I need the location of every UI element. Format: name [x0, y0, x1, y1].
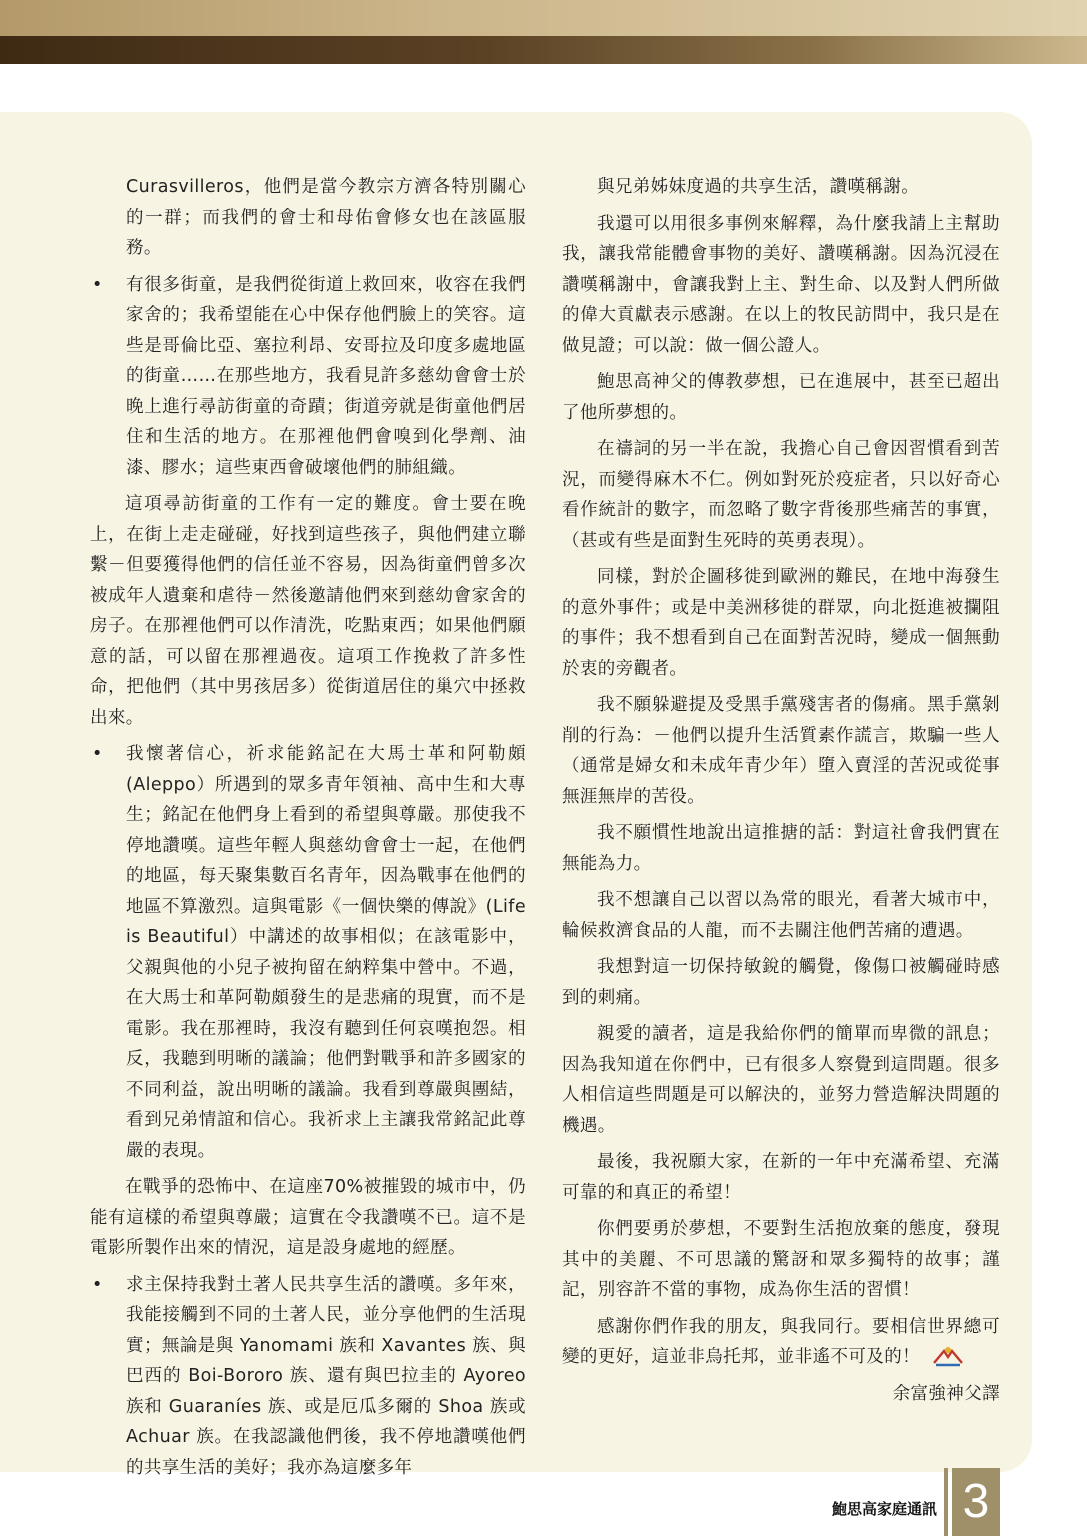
paragraph-refugees: 同樣，對於企圖移徙到歐洲的難民，在地中海發生的意外事件；或是中美洲移徙的群眾，向北挺進被攔阻的事件；我不想看到自己在面對苦況時，變成一個無動於衷的旁觀者。 [562, 567, 1000, 679]
bullet-street-children-text: 有很多街童，是我們從街道上救回來，收容在我們家舍的；我希望能在心中保存他們臉上的笑容。這些是哥倫比亞、塞拉利昂、安哥拉及印度多處地區的街童……在那些地方，我看見許多慈幼會會士於晚上進行尋訪街童的奇蹟；街道旁就是街童他們居住和生活的地方。在那裡他們會嗅到化學劑、油漆、膠水；這些東西會破壞他們的肺組織。 [126, 274, 526, 478]
paragraph-mafia: 我不願躲避提及受黑手黨殘害者的傷痛。黑手黨剝削的行為：－他們以提升生活質素作謊言，欺騙一些人（通常是婦女和未成年青少年）墮入賣淫的苦況或從事無涯無岸的苦役。 [562, 695, 1000, 807]
bullet-aleppo [90, 739, 526, 1166]
publication-name: 鮑思高家庭通訊 [831, 1500, 937, 1518]
bullet-indigenous-text: 求主保持我對土著人民共享生活的讚嘆。多年來，我能接觸到不同的土著人民，並分享他們的生活現實；無論是與 Yanomami 族和 Xavantes 族、與巴西的 Boi-Bororo 族、還有與巴拉圭的 Ayoreo 族和 Guaraníes 族、或是厄瓜多爾的 Shoa 族或 Achuar 族。在我認識他們後，我不停地讚嘆他們的共享生活的美好；我亦為這麼多年 [126, 1274, 526, 1478]
paragraph-message: 親愛的讀者，這是我給你們的簡單而卑微的訊息；因為我知道在你們中，已有很多人察覺到這問題。很多人相信這些問題是可以解決的，並努力營造解決問題的機遇。 [562, 1024, 1000, 1136]
right-column [562, 172, 1000, 1427]
intro-continuation [90, 172, 526, 264]
page-number-edge [944, 1468, 948, 1536]
page-number: 3 [952, 1468, 1000, 1536]
translator-signature: 余富強神父譯 [892, 1383, 1000, 1404]
salesian-emblem-icon [930, 1345, 966, 1369]
paragraph-excuse: 我不願慣性地說出這推搪的話：對這社會我們實在無能為力。 [562, 823, 1000, 874]
left-column [90, 172, 526, 1489]
bullet-aleppo-text: 我懷著信心，祈求能銘記在大馬士革和阿勒頗(Aleppo）所遇到的眾多青年領袖、高中生和大專生；銘記在他們身上看到的希望與尊嚴。那使我不停地讚嘆。這些年輕人與慈幼會會士一起，在他們的地區，每天聚集數百名青年，因為戰事在他們的地區不算激烈。這與電影《一個快樂的傳說》(Life is Beautiful）中講述的故事相似；在該電影中，父親與他的小兒子被拘留在納粹集中營中。不過，在大馬士和革阿勒頗發生的是悲痛的現實，而不是電影。我在那裡時，我沒有聽到任何哀嘆抱怨。相反，我聽到明晰的議論；他們對戰爭和許多國家的不同利益，說出明晰的議論。我看到尊嚴與團結，看到兄弟情誼和信心。我祈求上主讓我常銘記此尊嚴的表現。 [126, 744, 526, 1161]
intro-continuation-text: Curasvilleros，他們是當今教宗方濟各特別關心的一群；而我們的會士和母佑會修女也在該區服務。 [126, 177, 526, 258]
paragraph-food-lines: 我不想讓自己以習以為常的眼光，看著大城市中，輪候救濟食品的人龍，而不去關注他們苦痛的遭遇。 [562, 890, 1000, 941]
bullet-mark: • [92, 274, 103, 295]
bullet-street-children [90, 270, 526, 484]
paragraph-thanks-text: 感謝你們作我的朋友，與我同行。要相信世界總可變的更好，這並非烏托邦，並非遙不可及的！ [562, 1316, 1000, 1367]
paragraph-war-hope: 在戰爭的恐怖中、在這座70%被摧毀的城市中，仍能有這樣的希望與尊嚴；這實在令我讚嘆不已。這不是電影所製作出來的情況，這是設身處地的經歷。 [90, 1177, 526, 1258]
header-band-dark [0, 36, 1087, 64]
paragraph-dream: 你們要勇於夢想，不要對生活抱放棄的態度，發現其中的美麗、不可思議的驚訝和眾多獨特的故事；謹記，別容許不當的事物，成為你生活的習慣！ [562, 1219, 1000, 1300]
paragraph-street-outreach: 這項尋訪街童的工作有一定的難度。會士要在晚上，在街上走走碰碰，好找到這些孩子，與他們建立聯繫－但要獲得他們的信任並不容易，因為街童們曾多次被成年人遺棄和虐待－然後邀請他們來到慈幼會家舍的房子。在那裡他們可以作清洗，吃點東西；如果他們願意的話，可以留在那裡過夜。這項工作挽救了許多性命，把他們（其中男孩居多）從街道居住的巢穴中拯救出來。 [90, 494, 526, 728]
paragraph-numbness: 在禱詞的另一半在說，我擔心自己會因習慣看到苦況，而變得麻木不仁。例如對死於疫症者，只以好奇心看作統計的數字，而忽略了數字背後那些痛苦的事實，（甚或有些是面對生死時的英勇表現）。 [562, 439, 1000, 551]
paragraph-sensitivity: 我想對這一切保持敏銳的觸覺，像傷口被觸碰時感到的刺痛。 [562, 957, 1000, 1008]
bullet-mark: • [92, 1274, 103, 1295]
paragraph-thanks [562, 1312, 1000, 1373]
paragraph-examples: 我還可以用很多事例來解釋，為什麼我請上主幫助我，讓我常能體會事物的美好、讚嘆稱謝。因為沉浸在讚嘆稱謝中，會讓我對上主、對生命、以及對人們所做的偉大貢獻表示感謝。在以上的牧民訪問中，我只是在做見證；可以說：做一個公證人。 [562, 213, 1000, 356]
paragraph-new-year: 最後，我祝願大家，在新的一年中充滿希望、充滿可靠的和真正的希望！ [562, 1152, 1000, 1203]
paragraph-continuation: 與兄弟姊妹度過的共享生活，讚嘆稱謝。 [597, 177, 920, 197]
paragraph-mission-dream: 鮑思高神父的傳教夢想，已在進展中，甚至已超出了他所夢想的。 [562, 372, 1000, 423]
bullet-indigenous [90, 1270, 526, 1484]
bullet-mark: • [92, 744, 103, 764]
header-band-light [0, 0, 1087, 36]
